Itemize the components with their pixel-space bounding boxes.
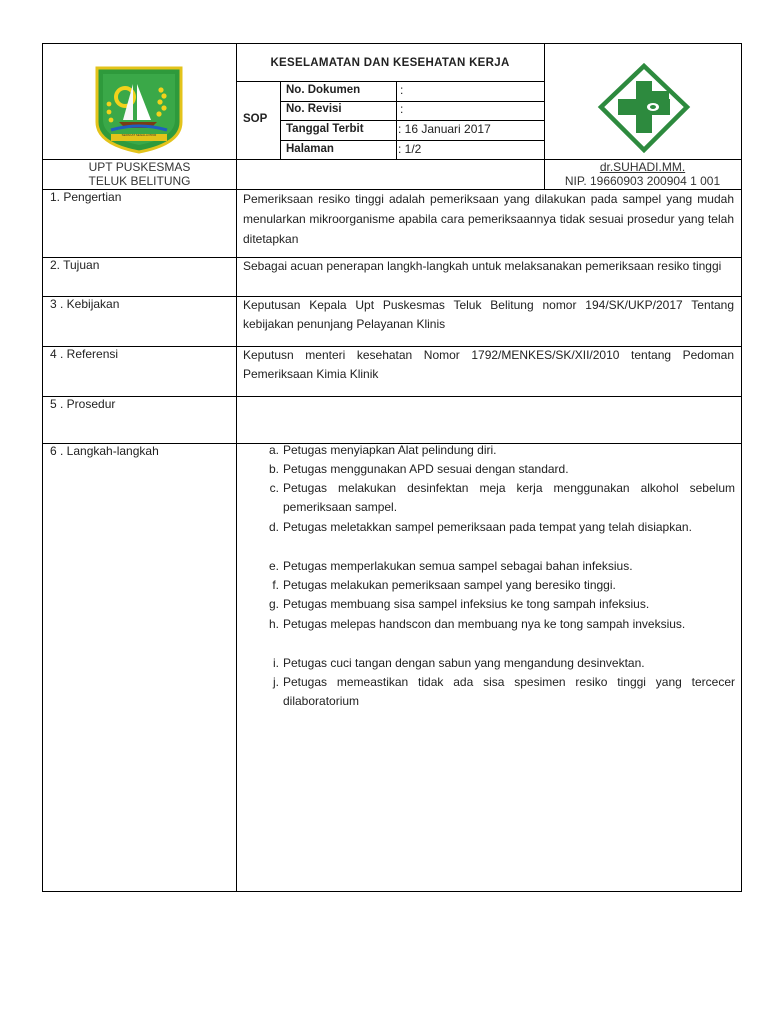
step-letter: f.	[272, 578, 279, 592]
organization-line-2: TELUK BELITUNG	[88, 174, 191, 188]
sop-label: SOP	[243, 113, 268, 125]
step-text: Petugas melepas handscon dan membuang nya ke tong sampah inveksius.	[283, 617, 686, 631]
step-text: Petugas memeastikan tidak ada sisa spesimen resiko tinggi yang tercecer dilaboratorium	[283, 675, 735, 708]
section-label-referensi: 4 . Referensi	[50, 347, 119, 361]
step-letter: d.	[268, 520, 279, 534]
divider-label-column	[236, 44, 237, 892]
step-text: Petugas membuang sisa sampel infeksius ke tong sampah infeksius.	[283, 597, 650, 611]
health-cross-icon	[597, 63, 691, 153]
sop-document	[42, 43, 742, 892]
field-label-no-revisi: No. Revisi	[286, 103, 342, 115]
step-text: Petugas menggunakan APD sesuai dengan standard.	[283, 462, 569, 476]
regional-emblem-icon	[93, 64, 185, 154]
step-text: Petugas melakukan desinfektan meja kerja menggunakan alkohol sebelum pemeriksaan sampel.	[283, 481, 735, 514]
document-title: KESELAMATAN DAN KESEHATAN KERJA	[270, 57, 510, 69]
step-letter: c.	[269, 481, 279, 495]
field-label-no-dokumen: No. Dokumen	[286, 84, 361, 96]
signer-nip: NIP. 19660903 200904 1 001	[564, 174, 721, 188]
step-text: Petugas meletakkan sampel pemeriksaan pada tempat yang telah disiapkan.	[283, 520, 692, 534]
section-text-referensi: Keputusn menteri kesehatan Nomor 1792/MENKES/SK/XII/2010 tentang Pedoman Pemeriksaan Kimia Klinik	[243, 348, 734, 381]
organization-line-1: UPT PUSKESMAS	[88, 160, 191, 174]
field-value-halaman: : 1/2	[398, 142, 422, 156]
step-letter: a.	[268, 443, 279, 457]
section-text-tujuan: Sebagai acuan penerapan langkh-langkah untuk melaksanakan pemeriksaan resiko tinggi	[243, 259, 722, 273]
field-value-no-dokumen: :	[400, 83, 404, 97]
organization-name	[43, 160, 236, 188]
logo-caption: SEPAKAT SEGALA PIKIR	[121, 133, 157, 137]
list-item	[259, 595, 735, 614]
step-text: Petugas menyiapkan Alat pelindung diri.	[283, 443, 497, 457]
field-value-no-revisi: :	[400, 102, 404, 116]
field-label-halaman: Halaman	[286, 143, 334, 155]
step-text: Petugas melakukan pemeriksaan sampel yang beresiko tinggi.	[283, 578, 616, 592]
step-letter: i.	[273, 656, 279, 670]
list-item	[259, 441, 735, 460]
list-item	[259, 460, 735, 479]
field-value-tanggal-terbit: : 16 Januari 2017	[398, 122, 491, 136]
list-item	[259, 557, 735, 576]
signer-name: dr.SUHADI.MM.	[599, 160, 686, 174]
section-label-pengertian: 1. Pengertian	[50, 190, 122, 204]
step-text: Petugas memperlakukan semua sampel sebagai bahan infeksius.	[283, 559, 633, 573]
step-letter: h.	[268, 617, 279, 631]
divider-title	[236, 81, 544, 82]
step-text: Petugas cuci tangan dengan sabun yang mengandung desinvektan.	[283, 656, 645, 670]
field-label-tanggal-terbit: Tanggal Terbit	[286, 123, 364, 135]
section-label-kebijakan: 3 . Kebijakan	[50, 297, 120, 311]
list-item	[259, 479, 735, 517]
regional-logo	[93, 64, 185, 154]
puskesmas-logo	[597, 63, 691, 153]
list-item	[259, 654, 735, 673]
list-item	[259, 615, 735, 634]
section-text-pengertian: Pemeriksaan resiko tinggi adalah pemeriksaan yang dilakukan pada sampel yang mudah menularkan mikroorganisme apabila cara pemeriksaannya tidak sesuai prosedur yang telah ditetapkan	[243, 192, 734, 246]
section-text-kebijakan: Keputusan Kepala Upt Puskesmas Teluk Belitung nomor 194/SK/UKP/2017 Tentang kebijakan penunjang Pelayanan Klinis	[243, 298, 734, 331]
section-label-prosedur: 5 . Prosedur	[50, 397, 116, 411]
section-label-tujuan: 2. Tujuan	[50, 258, 100, 272]
step-letter: g.	[268, 597, 279, 611]
list-item	[259, 576, 735, 595]
list-item	[259, 518, 735, 537]
step-letter: b.	[268, 462, 279, 476]
divider-section-4	[43, 396, 741, 397]
step-letter: j.	[273, 675, 279, 689]
signer-block	[544, 160, 741, 188]
step-letter: e.	[268, 559, 279, 573]
list-item	[259, 673, 735, 711]
section-label-langkah: 6 . Langkah-langkah	[50, 444, 159, 458]
